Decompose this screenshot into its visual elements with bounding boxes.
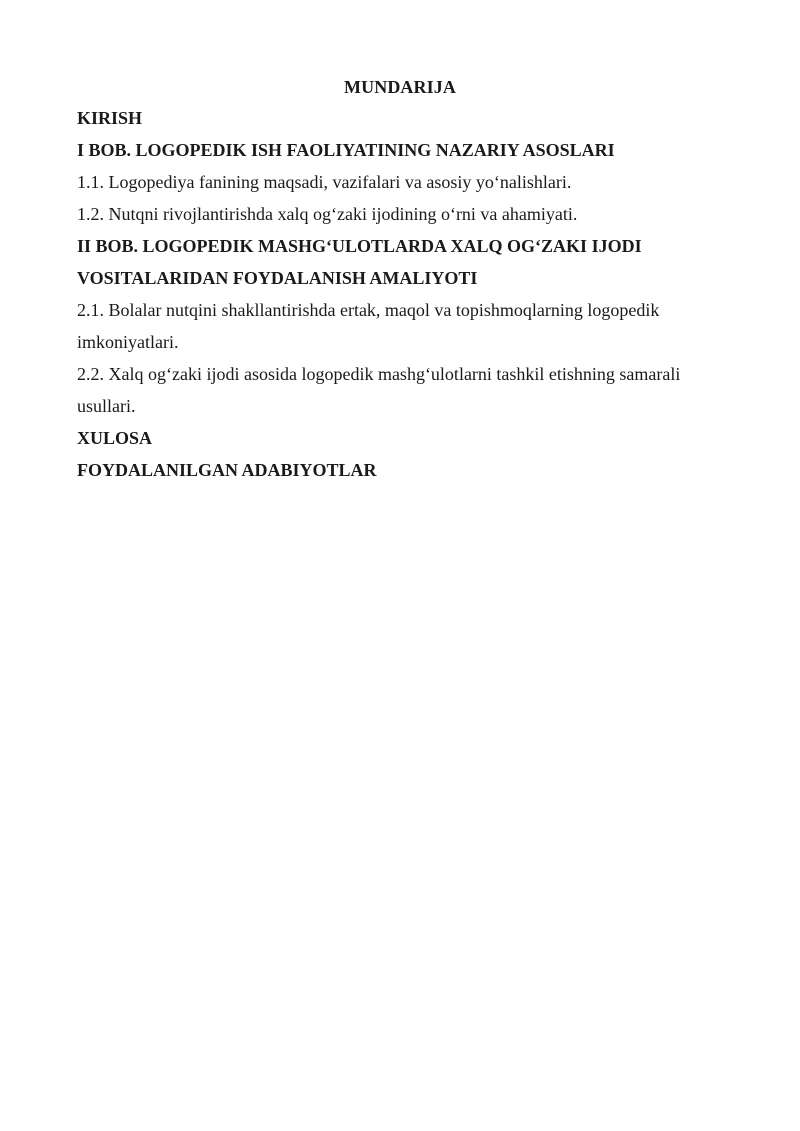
toc-entry-section-2-2-line-1: 2.2. Xalq og‘zaki ijodi asosida logopedik mashg‘ulotlarni tashkil etishning samarali <box>77 364 681 384</box>
page-title: MUNDARIJA <box>344 77 456 97</box>
toc-entry-introduction: KIRISH <box>77 108 143 128</box>
toc-entry-section-1-1: 1.1. Logopediya fanining maqsadi, vazifalari va asosiy yo‘nalishlari. <box>77 172 572 192</box>
table-of-contents <box>77 73 727 486</box>
toc-entry-chapter-1: I BOB. LOGOPEDIK ISH FAOLIYATINING NAZARIY ASOSLARI <box>77 140 615 160</box>
toc-entry-chapter-2-line-2: VOSITALARIDAN FOYDALANISH AMALIYOTI <box>77 268 478 288</box>
toc-entry-section-2-2-line-2: usullari. <box>77 396 136 416</box>
toc-entry-conclusion: XULOSA <box>77 428 153 448</box>
toc-entry-section-2-1-line-2: imkoniyatlari. <box>77 332 179 352</box>
toc-entry-references: FOYDALANILGAN ADABIYOTLAR <box>77 460 377 480</box>
toc-entry-chapter-2-line-1: II BOB. LOGOPEDIK MASHG‘ULOTLARDA XALQ OG‘ZAKI IJODI <box>77 236 642 256</box>
toc-entry-section-1-2: 1.2. Nutqni rivojlantirishda xalq og‘zaki ijodining o‘rni va ahamiyati. <box>77 204 578 224</box>
toc-entry-section-2-1-line-1: 2.1. Bolalar nutqini shakllantirishda ertak, maqol va topishmoqlarning logopedik <box>77 300 660 320</box>
